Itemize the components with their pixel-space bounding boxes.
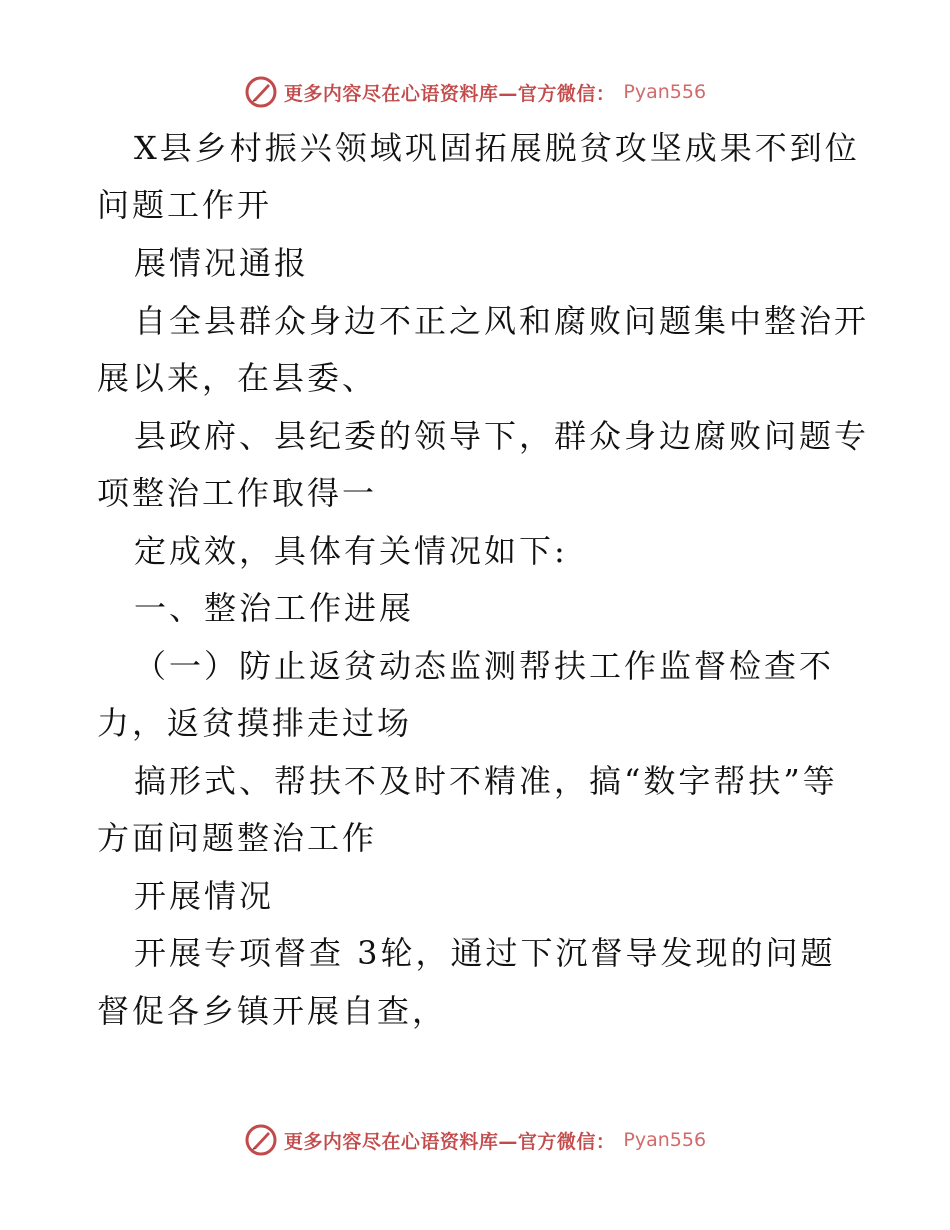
- watermark-wechat-id: Pyan556: [623, 1129, 707, 1151]
- quill-logo-icon: [244, 75, 278, 109]
- paragraph-line: 定成效，具体有关情况如下:: [134, 532, 568, 570]
- paragraph-line: 搞形式、帮扶不及时不精准，搞“数字帮扶”等: [134, 762, 838, 800]
- watermark-wechat-id: Pyan556: [623, 81, 707, 103]
- paragraph-line: 力，返贫摸排走过场: [97, 704, 413, 742]
- subsection-heading: （一）防止返贫动态监测帮扶工作监督检查不: [134, 647, 835, 685]
- paragraph-line: 督促各乡镇开展自查，: [97, 992, 448, 1030]
- watermark-text: 更多内容尽在心语资料库—官方微信：: [283, 1130, 616, 1153]
- paragraph-line: 项整治工作取得一: [97, 474, 378, 512]
- title-line-1: X县乡村振兴领域巩固拓展脱贫攻坚成果不到位: [134, 129, 860, 167]
- title-line-3: 展情况通报: [134, 244, 310, 282]
- header-watermark: [0, 72, 950, 112]
- title-line-2: 问题工作开: [97, 186, 273, 224]
- quill-logo-icon: [244, 1123, 278, 1157]
- paragraph-line: 开展情况: [134, 877, 275, 915]
- paragraph-line: 县政府、县纪委的领导下，群众身边腐败问题专: [134, 417, 870, 455]
- watermark-text: 更多内容尽在心语资料库—官方微信：: [283, 82, 616, 105]
- paragraph-line: 开展专项督查 3轮，通过下沉督导发现的问题: [134, 934, 836, 972]
- paragraph-line: 自全县群众身边不正之风和腐败问题集中整治开: [134, 302, 870, 340]
- paragraph-line: 展以来，在县委、: [97, 359, 378, 397]
- footer-watermark: [0, 1120, 950, 1160]
- paragraph-line: 方面问题整治工作: [97, 819, 378, 857]
- section-heading: 一、整治工作进展: [134, 589, 415, 627]
